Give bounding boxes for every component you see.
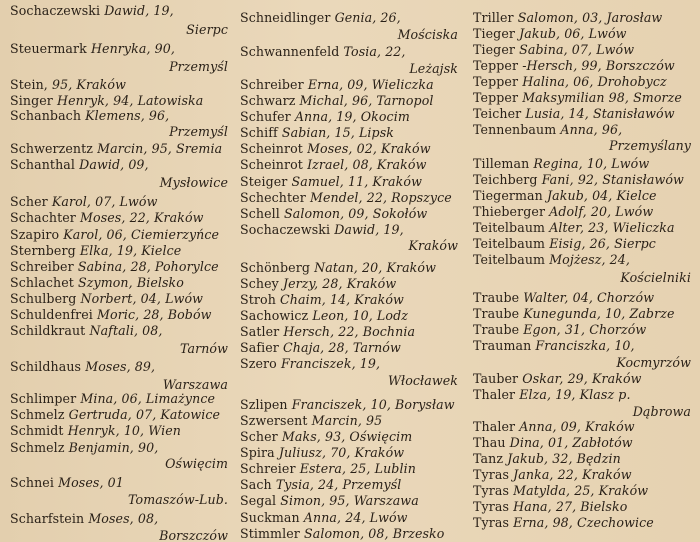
entry-details: Szymon, Bielsko — [78, 275, 184, 290]
entry-surname: Schiff — [240, 125, 278, 140]
entry-line — [240, 174, 422, 190]
entry-line — [10, 359, 155, 375]
entry-surname: Schechter — [240, 190, 306, 205]
entry-line — [240, 445, 404, 461]
entry-line — [240, 324, 415, 340]
entry-details: Chaja, 28, Tarnów — [283, 340, 401, 355]
entry-surname: Tyras — [473, 499, 510, 514]
entry-surname: Schuldenfrei — [10, 307, 93, 322]
entry-details: Marcin, 95, Sremia — [97, 141, 223, 156]
entry-place: Kraków — [408, 238, 458, 253]
entry-surname: Sochaczewski — [240, 222, 331, 237]
entry-surname: Tyras — [473, 515, 510, 530]
entry-details: Hersch, 22, Bochnia — [283, 324, 416, 339]
entry-surname: Stimmler — [240, 526, 300, 541]
entry-details: Dawid, 19, — [104, 3, 174, 18]
entry-surname: Tanz — [473, 451, 504, 466]
entry-continuation — [10, 22, 228, 38]
entry-details: Walter, 04, Chorzów — [523, 290, 655, 305]
entry-continuation — [473, 138, 691, 154]
entry-line — [473, 90, 682, 106]
entry-line — [473, 435, 633, 451]
entry-place: Przemyśl — [169, 59, 228, 74]
entry-surname: Schell — [240, 206, 280, 221]
entry-details: Henryka, 90, — [90, 41, 175, 56]
entry-line — [10, 440, 158, 456]
entry-surname: Szero — [240, 356, 277, 371]
entry-surname: Schreiber — [240, 77, 304, 92]
entry-surname: Teitelbaum — [473, 252, 546, 267]
entry-line — [473, 172, 684, 188]
column-left — [10, 0, 232, 542]
entry-details: Jakub, 04, Kielce — [547, 188, 657, 203]
entry-surname: Schmidt — [10, 423, 64, 438]
entry-place: Leżajsk — [409, 61, 458, 76]
entry-line — [240, 44, 406, 60]
entry-line — [240, 397, 455, 413]
entry-line — [240, 77, 434, 93]
entry-details: Henryk, 94, Latowiska — [57, 93, 204, 108]
entry-place: Dąbrowa — [632, 404, 691, 419]
entry-surname: Tiegerman — [473, 188, 543, 203]
entry-details: Dawid, 09, — [79, 157, 149, 172]
entry-continuation — [10, 492, 228, 508]
entry-surname: Szwersent — [240, 413, 308, 428]
entry-surname: Trauman — [473, 338, 532, 353]
entry-line — [10, 475, 124, 491]
entry-surname: Segal — [240, 493, 277, 508]
entry-surname: Teitelbaum — [473, 220, 546, 235]
entry-line — [240, 206, 427, 222]
entry-line — [10, 243, 181, 259]
entry-line — [240, 356, 380, 372]
entry-surname: Schwannenfeld — [240, 44, 340, 59]
entry-line — [240, 222, 404, 238]
entry-details: Jakub, 06, Lwów — [519, 26, 627, 41]
entry-line — [240, 461, 416, 477]
entry-surname: Teichberg — [473, 172, 538, 187]
entry-surname: Tepper — [473, 58, 519, 73]
entry-surname: Schulberg — [10, 291, 77, 306]
entry-surname: Traube — [473, 322, 520, 337]
entry-details: Matylda, 25, Kraków — [513, 483, 649, 498]
entry-surname: Scheinrot — [240, 141, 303, 156]
entry-line — [10, 227, 219, 243]
entry-details: Mina, 06, Limażynce — [80, 391, 216, 406]
entry-surname: Schwerzentz — [10, 141, 94, 156]
entry-surname: Sachowicz — [240, 308, 309, 323]
entry-continuation — [10, 456, 228, 472]
entry-details: Tosia, 22, — [343, 44, 406, 59]
entry-surname: Schlachet — [10, 275, 74, 290]
entry-surname: Schlimper — [10, 391, 77, 406]
entry-surname: Scher — [240, 429, 278, 444]
entry-details: Moses, 22, Kraków — [80, 210, 204, 225]
entry-surname: Schneidlinger — [240, 10, 331, 25]
entry-line — [473, 156, 649, 172]
entry-details: Michal, 96, Tarnopol — [299, 93, 434, 108]
entry-line — [240, 93, 434, 109]
entry-continuation — [240, 238, 458, 254]
entry-details: Anna, 24, Lwów — [303, 510, 408, 525]
entry-place: Włocławek — [387, 373, 458, 388]
entry-details: Marcin, 95 — [311, 413, 383, 428]
entry-place: Mysłowice — [159, 175, 228, 190]
entry-line — [473, 419, 635, 435]
entry-line — [473, 252, 630, 268]
entry-details: Sabina, 07, Lwów — [519, 42, 635, 57]
entry-surname: Schanthal — [10, 157, 76, 172]
entry-line — [473, 322, 646, 338]
entry-details: Mendel, 22, Ropszyce — [309, 190, 452, 205]
entry-surname: Scheinrot — [240, 157, 303, 172]
entry-surname: Thieberger — [473, 204, 546, 219]
entry-line — [473, 106, 675, 122]
entry-details: Moses, 08, — [88, 511, 159, 526]
entry-details: Erna, 09, Wieliczka — [307, 77, 434, 92]
entry-line — [10, 307, 212, 323]
entry-continuation — [473, 270, 691, 286]
entry-surname: Scher — [10, 194, 48, 209]
entry-surname: Tilleman — [473, 156, 530, 171]
entry-details: Salomon, 08, Brzesko — [304, 526, 445, 541]
entry-details: Natan, 20, Kraków — [314, 260, 436, 275]
entry-surname: Schmelz — [10, 440, 65, 455]
entry-place: Borszczów — [159, 528, 228, 542]
entry-continuation — [240, 373, 458, 389]
entry-line — [10, 391, 215, 407]
entry-details: Maks, 93, Oświęcim — [281, 429, 413, 444]
entry-line — [10, 423, 181, 439]
entry-line — [10, 407, 220, 423]
entry-line — [473, 387, 631, 403]
entry-line — [473, 188, 657, 204]
entry-place: Przemyśl — [169, 124, 228, 139]
entry-place: Przemyślany — [609, 138, 691, 153]
entry-surname: Schwarz — [240, 93, 296, 108]
entry-details: Moric, 28, Bobów — [97, 307, 212, 322]
entry-line — [473, 451, 621, 467]
entry-details: Janka, 22, Kraków — [513, 467, 632, 482]
entry-details: Dina, 01, Zabłotów — [509, 435, 633, 450]
entry-details: Dawid, 19, — [334, 222, 404, 237]
entry-line — [473, 10, 662, 26]
entry-continuation — [10, 528, 228, 542]
entry-surname: Spira — [240, 445, 275, 460]
entry-surname: Singer — [10, 93, 53, 108]
entry-surname: Tyras — [473, 467, 510, 482]
entry-surname: Stein, — [10, 77, 48, 92]
entry-details: Kunegunda, 10, Zabrze — [523, 306, 675, 321]
entry-line — [240, 340, 401, 356]
column-right — [473, 0, 695, 542]
entry-surname: Schufer — [240, 109, 291, 124]
entry-continuation — [473, 404, 691, 420]
entry-line — [240, 429, 412, 445]
entry-details: Salomon, 09, Sokołów — [284, 206, 428, 221]
entry-surname: Traube — [473, 290, 520, 305]
entry-details: Adolf, 20, Lwów — [549, 204, 654, 219]
entry-details: -Hersch, 99, Borszczów — [522, 58, 675, 73]
entry-surname: Steuermark — [10, 41, 87, 56]
entry-details: 95, Kraków — [52, 77, 126, 92]
entry-details: Salomon, 03, Jarosław — [517, 10, 663, 25]
entry-details: Gertruda, 07, Katowice — [68, 407, 221, 422]
entry-surname: Teicher — [473, 106, 522, 121]
entry-surname: Szlipen — [240, 397, 288, 412]
entry-surname: Tepper — [473, 74, 519, 89]
entry-details: Egon, 31, Chorzów — [523, 322, 647, 337]
entry-line — [240, 413, 382, 429]
entry-place: Kościelniki — [620, 270, 691, 285]
entry-continuation — [473, 355, 691, 371]
entry-details: Estera, 25, Lublin — [299, 461, 416, 476]
entry-line — [240, 308, 408, 324]
entry-place: Sierpc — [186, 22, 228, 37]
entry-surname: Schreier — [240, 461, 296, 476]
entry-line — [240, 292, 404, 308]
entry-place: Mościska — [397, 27, 458, 42]
entry-continuation — [10, 341, 228, 357]
entry-details: Anna, 19, Okocim — [294, 109, 410, 124]
entry-surname: Satler — [240, 324, 280, 339]
entry-details: Alter, 23, Wieliczka — [549, 220, 675, 235]
entry-details: Eisig, 26, Sierpc — [549, 236, 656, 251]
entry-surname: Traube — [473, 306, 520, 321]
entry-place: Tarnów — [179, 341, 228, 356]
entry-details: Klemens, 96, — [85, 108, 170, 123]
entry-line — [473, 467, 632, 483]
entry-place: Kocmyrzów — [616, 355, 691, 370]
entry-details: Moses, 01 — [58, 475, 124, 490]
entry-place: Oświęcim — [165, 456, 228, 471]
entry-details: Hana, 27, Bielsko — [513, 499, 628, 514]
entry-line — [10, 291, 203, 307]
entry-line — [473, 338, 635, 354]
entry-surname: Thaler — [473, 419, 516, 434]
entry-continuation — [10, 59, 228, 75]
entry-line — [473, 42, 634, 58]
entry-line — [10, 41, 175, 57]
entry-surname: Tieger — [473, 26, 516, 41]
entry-surname: Suckman — [240, 510, 300, 525]
entry-surname: Sochaczewski — [10, 3, 101, 18]
entry-surname: Sternberg — [10, 243, 76, 258]
entry-line — [473, 515, 654, 531]
entry-details: Samuel, 11, Kraków — [291, 174, 422, 189]
entry-details: Genia, 26, — [334, 10, 401, 25]
entry-continuation — [10, 175, 228, 191]
entry-details: Sabian, 15, Lipsk — [281, 125, 394, 140]
entry-line — [473, 371, 642, 387]
entry-details: Tysia, 24, Przemyśl — [275, 477, 402, 492]
entry-line — [240, 260, 436, 276]
entry-details: Mojżesz, 24, — [549, 252, 630, 267]
entry-surname: Schildkraut — [10, 323, 86, 338]
entry-details: Izrael, 08, Kraków — [307, 157, 427, 172]
entry-line — [10, 194, 157, 210]
entry-details: Lusia, 14, Stanisławów — [525, 106, 675, 121]
entry-details: Karol, 07, Lwów — [51, 194, 158, 209]
entry-line — [473, 306, 675, 322]
entry-line — [473, 58, 675, 74]
entry-place: Warszawa — [162, 377, 228, 392]
entry-surname: Scharfstein — [10, 511, 85, 526]
entry-line — [10, 3, 174, 19]
entry-line — [10, 108, 169, 124]
entry-surname: Schachter — [10, 210, 76, 225]
entry-continuation — [10, 124, 228, 140]
entry-surname: Thaler — [473, 387, 516, 402]
entry-details: Henryk, 10, Wien — [67, 423, 181, 438]
entry-line — [240, 141, 431, 157]
entry-details: Elza, 19, Klasz p. — [519, 387, 631, 402]
entry-surname: Schreiber — [10, 259, 74, 274]
entry-line — [240, 190, 452, 206]
entry-surname: Schmelz — [10, 407, 65, 422]
entry-surname: Tauber — [473, 371, 519, 386]
entry-details: Erna, 98, Czechowice — [513, 515, 654, 530]
entry-line — [473, 220, 675, 236]
entry-details: Leon, 10, Lodz — [312, 308, 408, 323]
entry-line — [10, 77, 126, 93]
entry-details: Regina, 10, Lwów — [533, 156, 650, 171]
entry-line — [473, 290, 654, 306]
entry-details: Moses, 89, — [85, 359, 156, 374]
entry-details: Juliusz, 70, Kraków — [278, 445, 405, 460]
entry-details: Anna, 09, Kraków — [519, 419, 635, 434]
entry-line — [473, 204, 653, 220]
entry-line — [473, 499, 627, 515]
entry-line — [240, 276, 396, 292]
entry-line — [10, 323, 163, 339]
entry-details: Elka, 19, Kielce — [79, 243, 182, 258]
entry-line — [473, 122, 622, 138]
entry-details: Moses, 02, Kraków — [307, 141, 431, 156]
entry-line — [10, 511, 158, 527]
entry-details: Maksymilian 98, Smorze — [522, 90, 682, 105]
entry-details: Jakub, 32, Będzin — [507, 451, 621, 466]
entry-surname: Stroh — [240, 292, 276, 307]
entry-line — [240, 109, 410, 125]
entry-surname: Schildhaus — [10, 359, 82, 374]
entry-details: Anna, 96, — [560, 122, 623, 137]
entry-surname: Schnei — [10, 475, 54, 490]
entry-surname: Thau — [473, 435, 506, 450]
entry-line — [240, 526, 444, 542]
column-middle — [240, 0, 462, 542]
entry-details: Fani, 92, Stanisławów — [541, 172, 684, 187]
entry-line — [473, 74, 667, 90]
entry-line — [10, 275, 184, 291]
entry-surname: Tennenbaum — [473, 122, 557, 137]
entry-surname: Schey — [240, 276, 279, 291]
entry-details: Sabina, 28, Pohorylce — [77, 259, 219, 274]
entry-details: Jerzy, 28, Kraków — [282, 276, 397, 291]
entry-surname: Tieger — [473, 42, 516, 57]
entry-details: Oskar, 29, Kraków — [522, 371, 642, 386]
entry-line — [240, 493, 419, 509]
entry-continuation — [240, 27, 458, 43]
entry-details: Karol, 06, Ciemierzyńce — [63, 227, 220, 242]
entry-details: Naftali, 08, — [89, 323, 163, 338]
entry-line — [10, 93, 203, 109]
entry-line — [240, 157, 426, 173]
entry-details: Franciszek, 19, — [280, 356, 381, 371]
entry-surname: Schönberg — [240, 260, 310, 275]
entry-surname: Safier — [240, 340, 279, 355]
entry-surname: Sach — [240, 477, 272, 492]
entry-details: Franciszek, 10, Borysław — [291, 397, 455, 412]
entry-line — [10, 210, 204, 226]
entry-details: Franciszka, 10, — [535, 338, 635, 353]
entry-details: Simon, 95, Warszawa — [280, 493, 419, 508]
entry-surname: Tyras — [473, 483, 510, 498]
entry-surname: Schanbach — [10, 108, 82, 123]
entry-line — [240, 510, 408, 526]
entry-line — [240, 477, 401, 493]
entry-details: Norbert, 04, Lwów — [80, 291, 204, 306]
entry-line — [240, 125, 394, 141]
entry-surname: Steiger — [240, 174, 288, 189]
entry-line — [10, 259, 219, 275]
entry-surname: Tepper — [473, 90, 519, 105]
entry-continuation — [240, 61, 458, 77]
entry-place: Tomaszów-Lub. — [127, 492, 228, 507]
entry-line — [473, 26, 627, 42]
entry-line — [473, 236, 656, 252]
entry-line — [473, 483, 648, 499]
entry-details: Halina, 06, Drohobycz — [522, 74, 667, 89]
entry-details: Chaim, 14, Kraków — [280, 292, 404, 307]
entry-details: Benjamin, 90, — [68, 440, 159, 455]
entry-surname: Teitelbaum — [473, 236, 546, 251]
entry-line — [240, 10, 401, 26]
entry-surname: Triller — [473, 10, 514, 25]
entry-surname: Szapiro — [10, 227, 60, 242]
entry-line — [10, 141, 222, 157]
entry-line — [10, 157, 149, 173]
